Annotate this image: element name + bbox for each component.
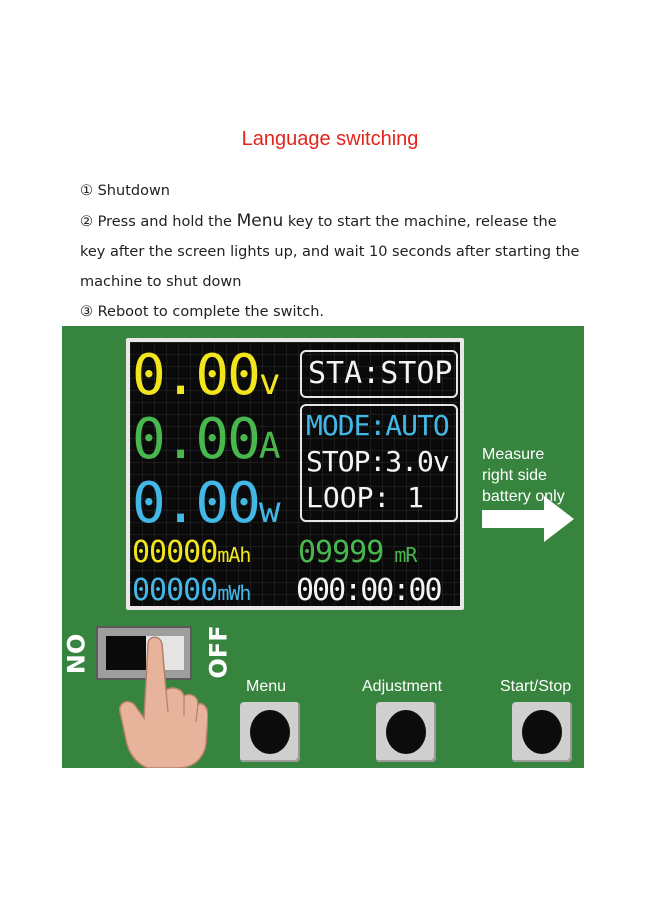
status-text: STA:STOP [308,356,453,391]
energy-value: 00000 [132,573,218,608]
current-readout [132,407,281,472]
step-2 [80,206,580,237]
voltage-value: 0.00 [132,343,259,408]
timer-readout: 000:00:00 [296,573,441,608]
adjustment-button-label: Adjustment [362,678,443,695]
mode-box [300,404,458,522]
start-stop-button-cap [522,710,562,754]
measure-note-line-2: right side [482,467,547,484]
lcd-screen [126,338,464,610]
resistance-unit: mR [394,543,417,567]
device-board [62,326,584,768]
start-stop-button[interactable] [512,702,572,762]
hand-icon [118,632,208,768]
voltage-unit: v [258,362,281,403]
switch-on-label: NO [62,633,91,675]
menu-button-label: Menu [246,678,287,695]
energy-unit: mWh [217,581,251,605]
menu-button-cap [250,710,290,754]
step-2-text-a: ② Press and hold the [80,214,237,230]
step-3: ③ Reboot to complete the switch. [80,304,325,320]
capacity-readout [132,535,251,570]
measure-note-line-3: battery only [482,488,565,505]
status-box [300,350,458,398]
start-stop-button-label: Start/Stop [500,678,572,695]
step-2-text-b: key to start the machine, release the [283,214,557,230]
resistance-value: 09999 [298,535,384,570]
power-readout [132,471,281,536]
right-arrow-icon [482,494,576,544]
menu-button[interactable] [240,702,300,762]
stop-voltage-text: STOP:3.0v [306,445,449,478]
step-2-line-2: key after the screen lights up, and wait 10 seconds after starting the [80,244,580,260]
instruction-steps [80,176,580,327]
step-1: ① Shutdown [80,183,171,199]
voltage-readout [132,343,281,408]
measure-note-line-1: Measure [482,446,545,463]
current-unit: A [258,426,281,467]
page-title: Language switching [241,128,419,150]
power-value: 0.00 [132,471,259,536]
mode-text: MODE:AUTO [306,409,449,442]
resistance-readout [298,535,417,570]
power-unit: w [258,490,281,531]
adjustment-button-cap [386,710,426,754]
energy-readout [132,573,251,608]
switch-off-label: OFF [204,625,233,679]
adjustment-button[interactable] [376,702,436,762]
loop-text: LOOP: 1 [306,481,425,514]
capacity-value: 00000 [132,535,218,570]
menu-keyword: Menu [236,211,284,231]
capacity-unit: mAh [217,543,251,567]
current-value: 0.00 [132,407,259,472]
step-2-line-3: machine to shut down [80,274,242,290]
